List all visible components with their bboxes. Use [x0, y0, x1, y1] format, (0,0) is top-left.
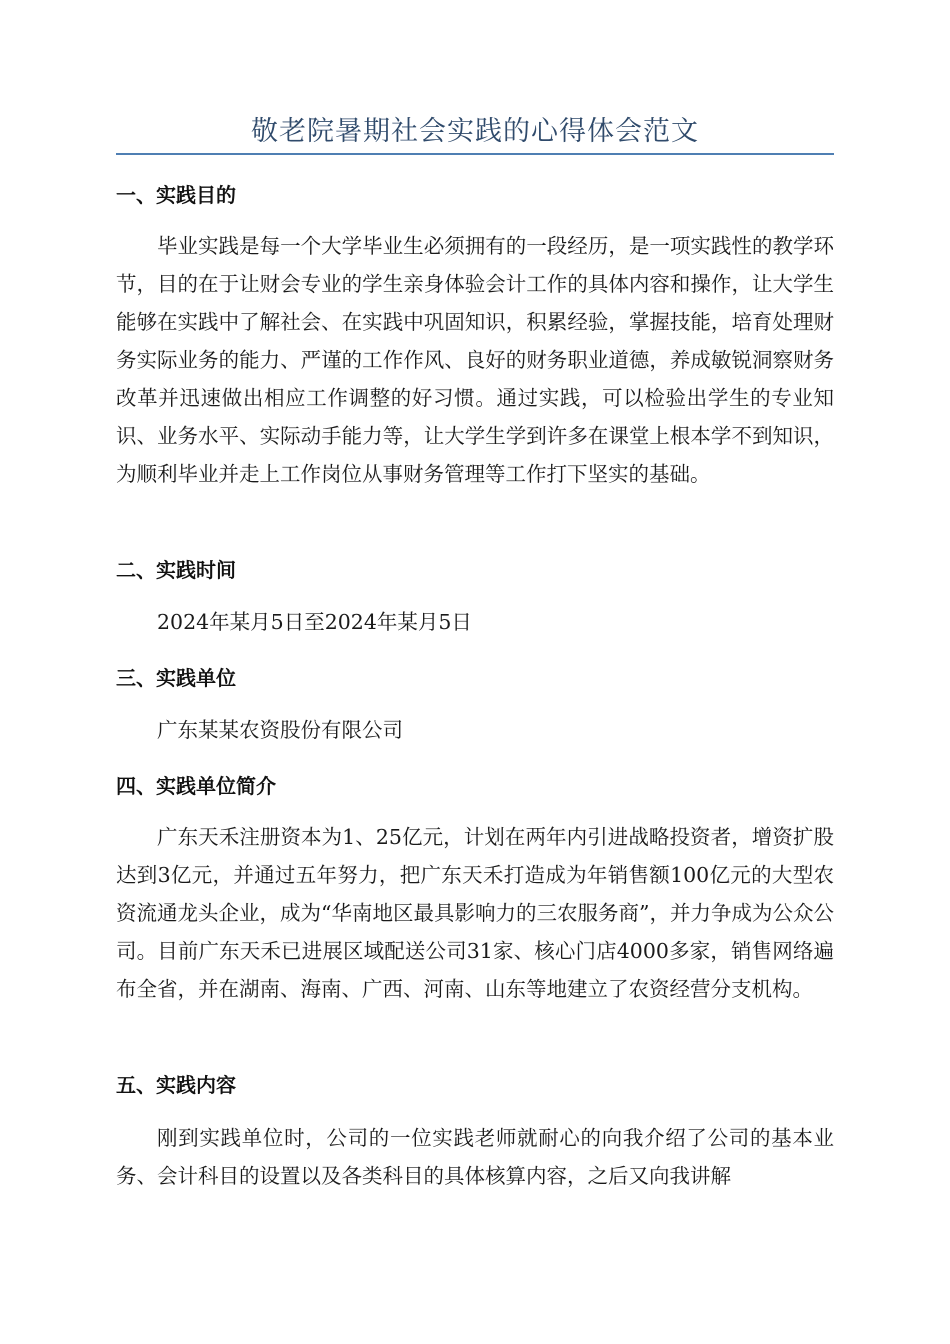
- section-heading-unit-intro: 四、实践单位简介: [116, 774, 276, 798]
- section-heading-purpose: 一、实践目的: [116, 183, 236, 207]
- section-heading-content: 五、实践内容: [116, 1073, 236, 1097]
- title-underline: [116, 153, 834, 155]
- section-body-content: 刚到实践单位时，公司的一位实践老师就耐心的向我介绍了公司的基本业务、会计科目的设置以及各类科目的具体核算内容，之后又向我讲解: [116, 1126, 834, 1188]
- document-title: 敬老院暑期社会实践的心得体会范文: [251, 116, 699, 147]
- section-body-time: 2024年某月5日至2024年某月5日: [157, 610, 472, 634]
- section-body-purpose: 毕业实践是每一个大学毕业生必须拥有的一段经历，是一项实践性的教学环节，目的在于让财会专业的学生亲身体验会计工作的具体内容和操作，让大学生能够在实践中了解社会、在实践中巩固知识，积累经验，掌握技能，培育处理财务实际业务的能力、严谨的工作作风、良好的财务职业道德，养成敏锐洞察财务改革并迅速做出相应工作调整的好习惯。通过实践，可以检验出学生的专业知识、业务水平、实际动手能力等，让大学生学到许多在课堂上根本学不到知识，为顺利毕业并走上工作岗位从事财务管理等工作打下坚实的基础。: [116, 234, 834, 486]
- section-body-unit: 广东某某农资股份有限公司: [157, 718, 403, 742]
- section-body-unit-intro: 广东天禾注册资本为1、25亿元，计划在两年内引进战略投资者，增资扩股达到3亿元，并通过五年努力，把广东天禾打造成为年销售额100亿元的大型农资流通龙头企业，成为“华南地区最具影响力的三农服务商”，并力争成为公众公司。目前广东天禾已进展区域配送公司31家、核心门店4000多家，销售网络遍布全省，并在湖南、海南、广西、河南、山东等地建立了农资经营分支机构。: [116, 825, 834, 1001]
- section-heading-time: 二、实践时间: [116, 558, 236, 582]
- section-heading-unit: 三、实践单位: [116, 666, 236, 690]
